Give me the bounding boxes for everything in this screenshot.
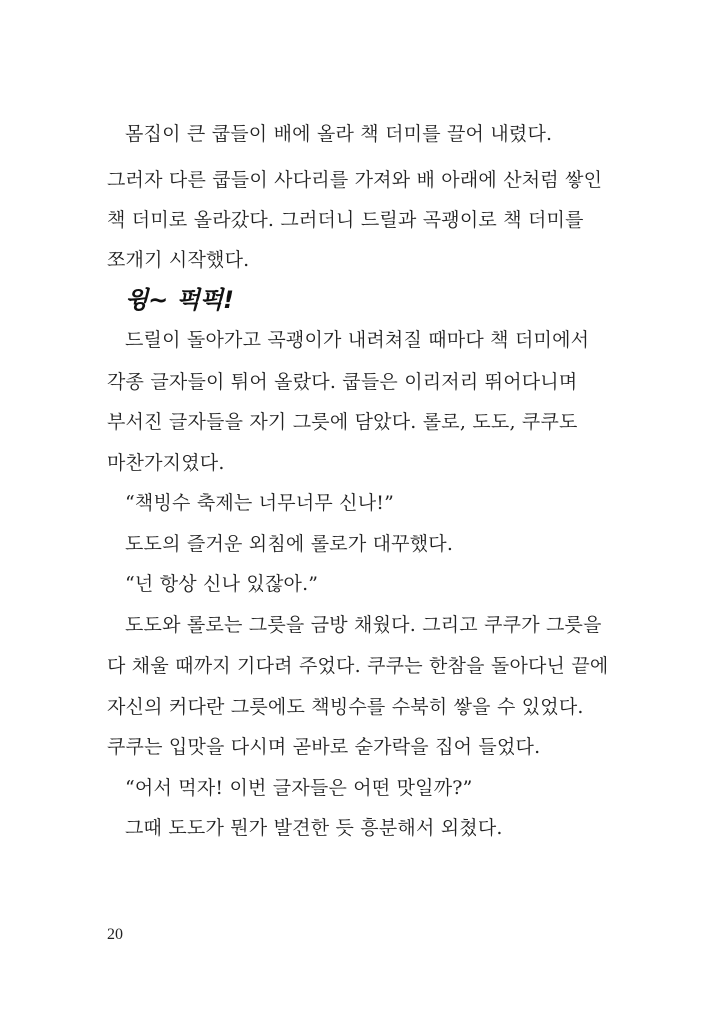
paragraph4-line1: 도도와 롤로는 그릇을 금방 채웠다. 그리고 쿠쿠가 그릇을 <box>125 614 602 636</box>
paragraph4-line4: 쿠쿠는 입맛을 다시며 곧바로 숟가락을 집어 들었다. <box>107 736 541 758</box>
paragraph1-line4: 쪼개기 시작했다. <box>107 249 250 271</box>
paragraph1-line1: 몸집이 큰 쿱들이 배에 올라 책 더미를 끌어 내렸다. <box>125 123 553 145</box>
paragraph2-line3: 부서진 글자들을 자기 그릇에 담았다. 롤로, 도도, 쿠쿠도 <box>107 411 578 433</box>
paragraph3: 도도의 즐거운 외침에 롤로가 대꾸했다. <box>125 533 454 555</box>
paragraph5: 그때 도도가 뭔가 발견한 듯 흥분해서 외쳤다. <box>125 817 503 839</box>
paragraph2-line2: 각종 글자들이 튀어 올랐다. 쿱들은 이리저리 뛰어다니며 <box>107 371 578 393</box>
paragraph1-line3: 책 더미로 올라갔다. 그러더니 드릴과 곡괭이로 책 더미를 <box>107 209 584 231</box>
paragraph2-line4: 마찬가지였다. <box>107 452 225 474</box>
dialogue3: “어서 먹자! 이번 글자들은 어떤 맛일까?” <box>125 777 473 799</box>
dialogue2: “넌 항상 신나 있잖아.” <box>125 573 319 595</box>
paragraph4-line3: 자신의 커다란 그릇에도 책빙수를 수북히 쌓을 수 있었다. <box>107 696 584 718</box>
dialogue1: “책빙수 축제는 너무너무 신나!” <box>125 492 395 514</box>
paragraph4-line2: 다 채울 때까지 기다려 주었다. 쿠쿠는 한참을 돌아다닌 끝에 <box>107 655 609 677</box>
sound-effect-heading: 윙~ 퍽퍽! <box>125 286 234 314</box>
paragraph1-line2: 그러자 다른 쿱들이 사다리를 가져와 배 아래에 산처럼 쌓인 <box>107 169 603 191</box>
page-number: 20 <box>107 926 123 943</box>
paragraph2-line1: 드릴이 돌아가고 곡괭이가 내려쳐질 때마다 책 더미에서 <box>125 329 590 351</box>
